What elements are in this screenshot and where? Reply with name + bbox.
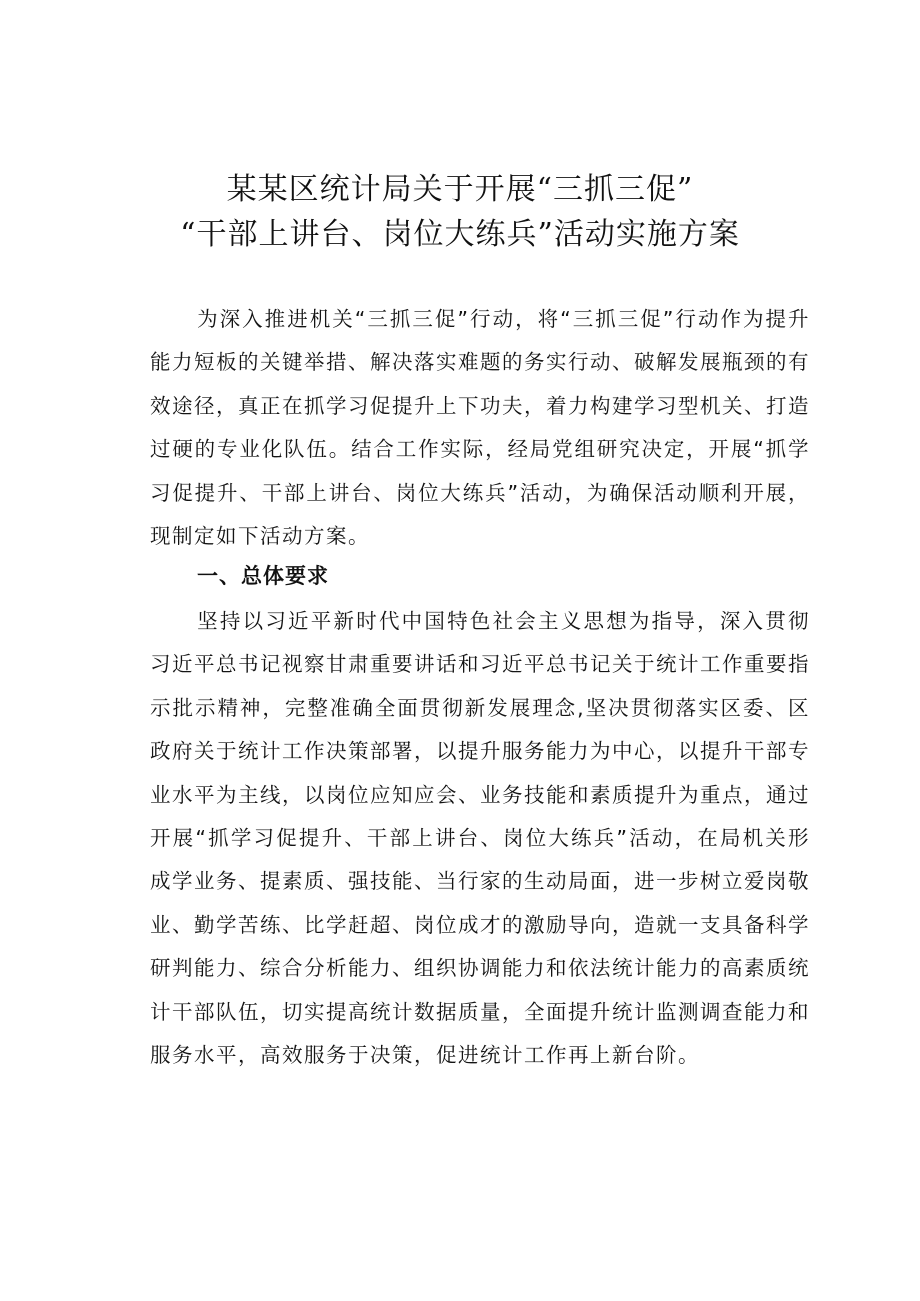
document-title-line-1: 某某区统计局关于开展“三抓三促” [226, 172, 694, 207]
intro-paragraph: 为深入推进机关“三抓三促”行动，将“三抓三促”行动作为提升能力短板的关键举措、解决落实难题的务实行动、破解发展瓶颈的有效途径，真正在抓学习促提升上下功夫，着力构建学习型机关、打造过硬的专业化队伍。结合工作实际，经局党组研究决定，开展“抓学习促提升、干部上讲台、岗位大练兵”活动，为确保活动顺利开展，现制定如下活动方案。 [150, 307, 810, 549]
general-requirements-paragraph: 坚持以习近平新时代中国特色社会主义思想为指导，深入贯彻习近平总书记视察甘肃重要讲话和习近平总书记关于统计工作重要指示批示精神，完整准确全面贯彻新发展理念,坚决贯彻落实区委、区政府关于统计工作决策部署，以提升服务能力为中心，以提升干部专业水平为主线，以岗位应知应会、业务技能和素质提升为重点，通过开展“抓学习促提升、干部上讲台、岗位大练兵”活动，在局机关形成学业务、提素质、强技能、当行家的生动局面，进一步树立爱岗敬业、勤学苦练、比学赶超、岗位成才的激励导向，造就一支具备科学研判能力、综合分析能力、组织协调能力和依法统计能力的高素质统计干部队伍，切实提高统计数据质量，全面提升统计监测调查能力和服务水平，高效服务于决策，促进统计工作再上新台阶。 [150, 609, 810, 1068]
document-title-line-2: “干部上讲台、岗位大练兵”活动实施方案 [180, 217, 740, 252]
section-heading-general-requirements: 一、总体要求 [197, 564, 329, 588]
